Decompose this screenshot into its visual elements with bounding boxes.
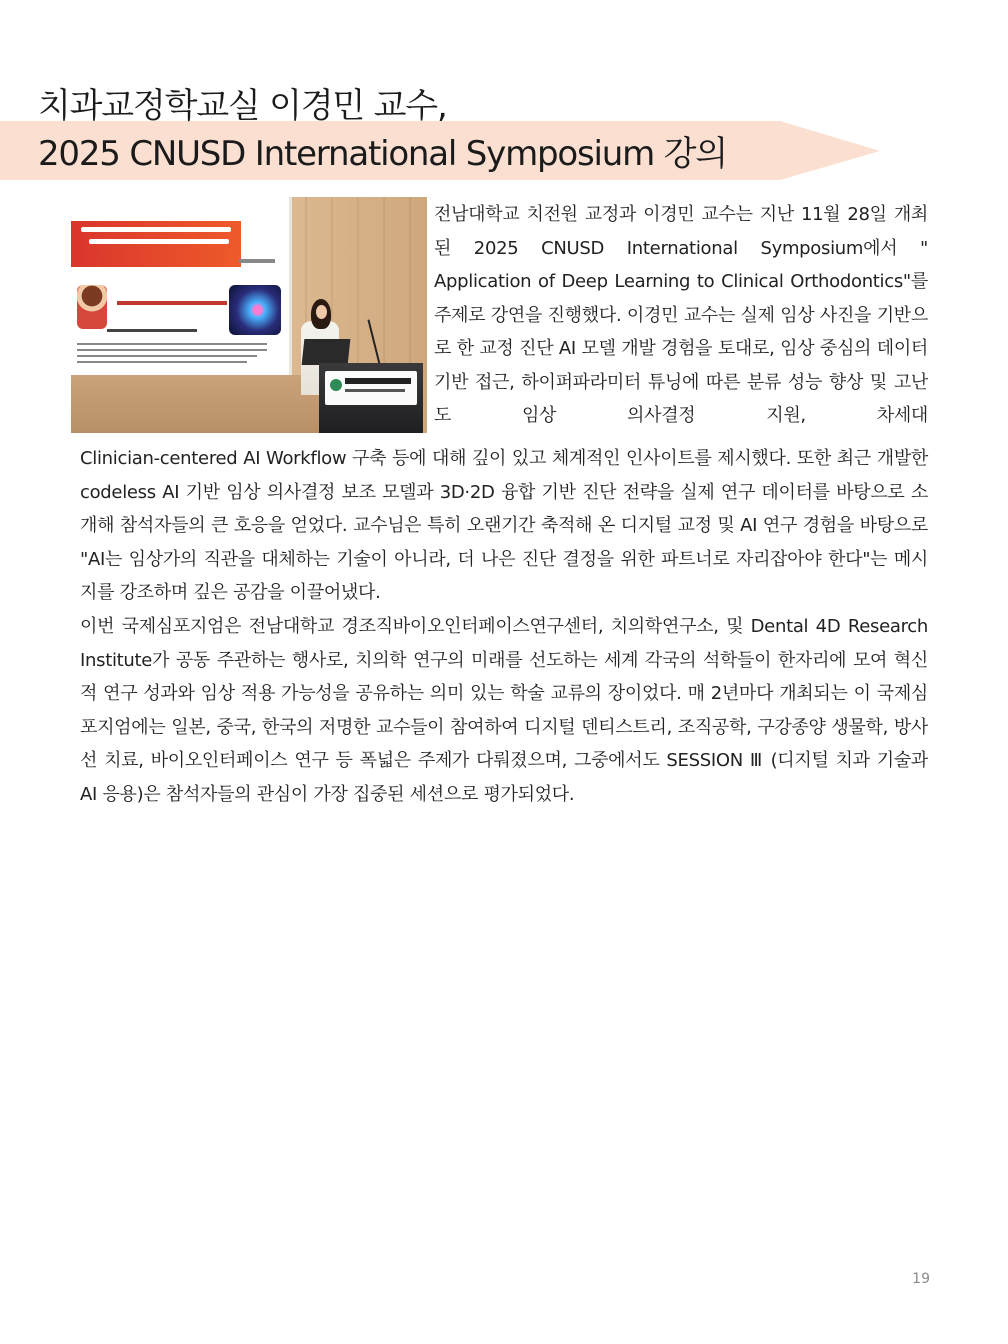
lecture-photo	[71, 197, 427, 433]
slide-brain-image	[229, 285, 281, 335]
laptop	[302, 339, 351, 365]
title-line-1: 치과교정학교실 이경민 교수,	[38, 86, 447, 126]
slide-cartoon	[77, 285, 107, 329]
title-line-2: 2025 CNUSD International Symposium 강의	[38, 134, 727, 174]
page-number: 19	[912, 1271, 930, 1287]
body-paragraph-right: 전남대학교 치전원 교정과 이경민 교수는 지난 11월 28일 개최된 2025 CNUSD International Symposium에서 " Application of Deep Learning to Clinical Orthodontics"를 주제로 강연을 진행했다. 이경민 교수는 실제 임상 사진을 기반으로 한 교정 진단 AI 모델 개발 경험을 토대로, 임상 중심의 데이터 기반 접근, 하이퍼파라미터 튜닝에 따른 분류 성능 향상 및 고난도 임상 의사결정 지원, 차세대	[434, 204, 928, 426]
university-logo-icon	[330, 379, 342, 391]
page-title	[38, 82, 727, 178]
projection-screen	[71, 197, 289, 375]
body-paragraph-second: 이번 국제심포지엄은 전남대학교 경조직바이오인터페이스연구센터, 치의학연구소, 및 Dental 4D Research Institute가 공동 주관하는 행사로, 치의학 연구의 미래를 선도하는 세계 각국의 석학들이 한자리에 모여 혁신적 연구 성과와 임상 적용 가능성을 공유하는 의미 있는 학술 교류의 장이었다. 매 2년마다 개최되는 이 국제심포지엄에는 일본, 중국, 한국의 저명한 교수들이 참여하여 디지털 덴티스트리, 조직공학, 구강종양 생물학, 방사선 치료, 바이오인터페이스 연구 등 폭넓은 주제가 다뤄졌으며, 그중에서도 SESSION Ⅲ (디지털 치과 기술과 AI 응용)은 참석자들의 관심이 가장 집중된 세션으로 평가되었다.	[80, 616, 928, 805]
body-paragraph-continued: Clinician-centered AI Workflow 구축 등에 대해 깊이 있고 체계적인 인사이트를 제시했다. 또한 최근 개발한 codeless AI 기반 임상 의사결정 보조 모델과 3D·2D 융합 기반 진단 전략을 실제 연구 데이터를 바탕으로 소개해 참석자들의 큰 호응을 얻었다. 교수님은 특히 오랜기간 축적해 온 디지털 교정 및 AI 연구 경험을 바탕으로 "AI는 임상가의 직관을 대체하는 기술이 아니라, 더 나은 진단 결정을 위한 파트너로 자리잡아야 한다"는 메시지를 강조하며 깊은 공감을 이끌어냈다.	[80, 448, 928, 603]
